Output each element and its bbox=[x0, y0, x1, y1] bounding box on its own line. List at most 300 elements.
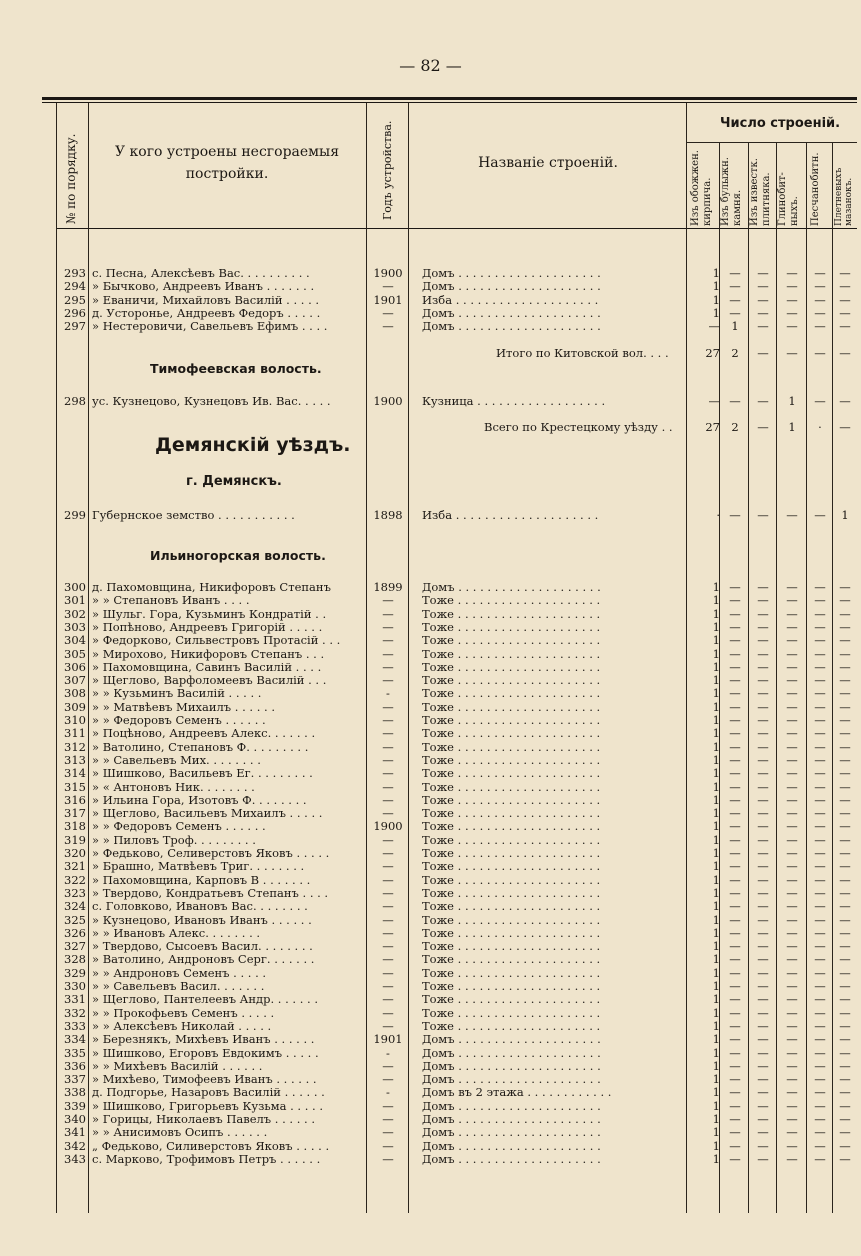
row-cell: — bbox=[757, 1125, 769, 1140]
row-cell: — bbox=[708, 394, 720, 408]
row-cell: 1 bbox=[712, 1005, 720, 1020]
row-cell: — bbox=[786, 1098, 798, 1113]
row-year: — bbox=[382, 713, 394, 727]
row-cell: — bbox=[786, 766, 798, 781]
row-cell: — bbox=[786, 266, 798, 280]
row-number: 301 bbox=[64, 593, 86, 608]
row-cell: — bbox=[839, 633, 851, 648]
row-cell: — bbox=[814, 752, 826, 767]
row-cell: 1 bbox=[712, 912, 720, 927]
row-cell: — bbox=[839, 1058, 851, 1073]
table-row bbox=[0, 294, 861, 307]
row-cell: — bbox=[839, 580, 851, 594]
row-cell: — bbox=[814, 1032, 826, 1047]
row-cell: — bbox=[757, 752, 769, 767]
row-number: 313 bbox=[64, 752, 86, 767]
row-year: — bbox=[382, 859, 394, 874]
row-cell: — bbox=[729, 699, 741, 714]
row-number: 294 bbox=[64, 279, 86, 294]
row-number: 324 bbox=[64, 899, 86, 914]
row-building: Домъ . . . . . . . . . . . . . . . . . . . . bbox=[422, 267, 601, 280]
table-row bbox=[0, 794, 861, 807]
header-col-year: Годъ устройства. bbox=[381, 120, 394, 220]
row-building: Домъ . . . . . . . . . . . . . . . . . . . . bbox=[422, 280, 601, 294]
row-cell: — bbox=[839, 939, 851, 954]
row-cell: — bbox=[729, 606, 741, 621]
row-cell: — bbox=[757, 279, 769, 294]
row-cell: — bbox=[814, 619, 826, 634]
table-row bbox=[0, 648, 861, 661]
row-cell: — bbox=[729, 646, 741, 661]
row-cell: — bbox=[814, 673, 826, 688]
row-number: 325 bbox=[64, 912, 86, 927]
row-cell: — bbox=[839, 686, 851, 701]
row-cell: — bbox=[839, 872, 851, 887]
row-owner: ус. Кузнецово, Кузнецовъ Ив. Вас. . . . . bbox=[92, 395, 331, 408]
row-cell: 1 bbox=[712, 606, 720, 621]
row-cell: — bbox=[839, 619, 851, 634]
row-building: Тоже . . . . . . . . . . . . . . . . . . . . bbox=[422, 1006, 601, 1020]
table-row bbox=[0, 860, 861, 873]
row-cell: — bbox=[757, 619, 769, 634]
row-cell: — bbox=[814, 713, 826, 727]
row-cell: — bbox=[757, 899, 769, 914]
table-row bbox=[0, 1007, 861, 1020]
row-number: 321 bbox=[64, 859, 86, 874]
total-cell: — bbox=[757, 346, 769, 360]
row-owner: » Щеглово, Варфоломеевъ Василій . . . bbox=[92, 674, 327, 688]
row-number: 304 bbox=[64, 633, 86, 648]
table-row bbox=[0, 807, 861, 820]
row-number: 303 bbox=[64, 619, 86, 634]
row-number: 323 bbox=[64, 885, 86, 900]
row-cell: — bbox=[814, 819, 826, 834]
row-cell: — bbox=[839, 305, 851, 320]
row-building: Тоже . . . . . . . . . . . . . . . . . . . . bbox=[422, 647, 601, 661]
row-cell: — bbox=[839, 1085, 851, 1100]
row-owner: » Шишково, Васильевъ Ег. . . . . . . . . bbox=[92, 767, 313, 781]
row-year: — bbox=[382, 965, 394, 980]
row-cell: — bbox=[814, 979, 826, 993]
total-cell: — bbox=[814, 346, 826, 360]
row-cell: — bbox=[757, 872, 769, 887]
table-row bbox=[0, 661, 861, 674]
row-cell: — bbox=[786, 633, 798, 648]
row-number: 307 bbox=[64, 673, 86, 688]
top-rule bbox=[42, 97, 857, 100]
table-row bbox=[0, 701, 861, 714]
row-cell: — bbox=[757, 699, 769, 714]
row-cell: — bbox=[814, 699, 826, 714]
row-owner: » » Михѣевъ Василій . . . . . . bbox=[92, 1059, 263, 1073]
row-owner: » » Федоровъ Семенъ . . . . . . bbox=[92, 820, 266, 834]
row-year: - bbox=[386, 1085, 390, 1100]
row-cell: — bbox=[729, 1032, 741, 1047]
row-cell: — bbox=[729, 846, 741, 860]
row-cell: — bbox=[757, 633, 769, 648]
row-cell: — bbox=[757, 939, 769, 954]
row-cell: 1 bbox=[712, 846, 720, 860]
row-owner: » Ильина Гора, Изотовъ Ф. . . . . . . . bbox=[92, 793, 307, 807]
row-cell: — bbox=[729, 1085, 741, 1100]
row-cell: — bbox=[839, 965, 851, 980]
row-cell: — bbox=[786, 699, 798, 714]
total-cell: 27 bbox=[705, 420, 720, 434]
row-cell: 1 bbox=[712, 1125, 720, 1140]
row-cell: — bbox=[757, 593, 769, 608]
row-cell: — bbox=[814, 686, 826, 701]
header-col-num: № по порядку. bbox=[64, 133, 78, 224]
row-cell: — bbox=[839, 292, 851, 307]
row-cell: 1 bbox=[712, 925, 720, 940]
row-year: - bbox=[386, 686, 390, 701]
row-cell: — bbox=[786, 792, 798, 807]
row-cell: — bbox=[757, 1138, 769, 1153]
row-cell: — bbox=[729, 1098, 741, 1113]
table-row bbox=[0, 887, 861, 900]
row-owner: » » Анисимовъ Осипъ . . . . . . bbox=[92, 1126, 268, 1140]
row-year: — bbox=[382, 952, 394, 967]
row-cell: — bbox=[786, 508, 798, 522]
table-row bbox=[0, 1086, 861, 1099]
row-cell: — bbox=[786, 1151, 798, 1166]
row-number: 318 bbox=[64, 819, 86, 834]
row-cell: 1 bbox=[712, 726, 720, 741]
row-cell: 1 bbox=[712, 305, 720, 320]
row-cell: — bbox=[729, 279, 741, 294]
row-cell: — bbox=[814, 779, 826, 794]
row-cell: 1 bbox=[788, 394, 796, 408]
table-row bbox=[0, 980, 861, 993]
row-cell: 1 bbox=[712, 872, 720, 887]
row-cell: — bbox=[786, 1138, 798, 1153]
row-building: Тоже . . . . . . . . . . . . . . . . . . . . bbox=[422, 966, 601, 980]
row-year: — bbox=[382, 885, 394, 900]
row-cell: — bbox=[757, 659, 769, 674]
row-cell: — bbox=[729, 266, 741, 280]
table-row bbox=[0, 608, 861, 621]
row-owner: » Кузнецово, Ивановъ Иванъ . . . . . . bbox=[92, 913, 312, 927]
row-year: — bbox=[382, 1098, 394, 1113]
row-cell: — bbox=[786, 1032, 798, 1047]
row-cell: — bbox=[757, 305, 769, 320]
table-row bbox=[0, 1140, 861, 1153]
row-owner: » » Пиловъ Троф. . . . . . . . . bbox=[92, 833, 256, 847]
header-sub-4: Глинобит- ныхъ. bbox=[777, 172, 800, 226]
header-sub-3: Изъ известк. плитняка. bbox=[749, 158, 772, 226]
row-building: Тоже . . . . . . . . . . . . . . . . . . . . bbox=[422, 993, 601, 1007]
row-number: 312 bbox=[64, 739, 86, 754]
row-owner: » Шишково, Егоровъ Евдокимъ . . . . . bbox=[92, 1046, 319, 1060]
row-year: — bbox=[382, 925, 394, 940]
row-cell: — bbox=[814, 885, 826, 900]
row-cell: 1 bbox=[712, 939, 720, 954]
row-number: 300 bbox=[64, 580, 86, 594]
row-cell: — bbox=[757, 1151, 769, 1166]
total-cell: — bbox=[839, 420, 851, 434]
row-number: 299 bbox=[64, 508, 86, 522]
row-cell: — bbox=[814, 1125, 826, 1140]
row-year: — bbox=[382, 673, 394, 688]
row-cell: — bbox=[786, 726, 798, 741]
row-year: — bbox=[382, 939, 394, 954]
row-owner: с. Головково, Ивановъ Вас. . . . . . . . bbox=[92, 900, 308, 914]
table-row bbox=[0, 1073, 861, 1086]
total-cell: 27 bbox=[705, 346, 720, 360]
page-number: — 82 — bbox=[399, 56, 462, 75]
top-rule-thin bbox=[42, 102, 857, 103]
row-cell: — bbox=[839, 1045, 851, 1060]
row-building: Тоже . . . . . . . . . . . . . . . . . . . . bbox=[422, 940, 601, 954]
row-year: 1901 bbox=[373, 292, 403, 307]
table-row bbox=[0, 767, 861, 780]
row-cell: — bbox=[839, 752, 851, 767]
row-number: 296 bbox=[64, 305, 86, 320]
row-cell: — bbox=[757, 319, 769, 334]
header-bottom-rule bbox=[56, 228, 857, 229]
row-cell: 1 bbox=[712, 885, 720, 900]
table-row bbox=[0, 320, 861, 333]
table-row bbox=[0, 820, 861, 833]
row-building: Домъ . . . . . . . . . . . . . . . . . . . . bbox=[422, 1099, 601, 1113]
row-cell: 1 bbox=[841, 508, 849, 522]
row-cell: — bbox=[814, 1058, 826, 1073]
row-building: Домъ . . . . . . . . . . . . . . . . . . . . bbox=[422, 581, 601, 594]
header-sub-2: Изъ булыжн. камня. bbox=[720, 157, 743, 226]
row-building: Тоже . . . . . . . . . . . . . . . . . . . . bbox=[422, 980, 601, 993]
row-cell: — bbox=[757, 885, 769, 900]
row-cell: — bbox=[786, 899, 798, 914]
row-number: 297 bbox=[64, 319, 86, 334]
row-cell: — bbox=[786, 819, 798, 834]
row-building: Тоже . . . . . . . . . . . . . . . . . . . . bbox=[422, 767, 601, 781]
row-owner: » Мирохово, Никифоровъ Степанъ . . . bbox=[92, 647, 325, 661]
row-cell: — bbox=[786, 319, 798, 334]
row-cell: 1 bbox=[712, 832, 720, 847]
row-cell: 1 bbox=[712, 1072, 720, 1087]
row-cell: — bbox=[757, 1112, 769, 1126]
row-cell: — bbox=[814, 1085, 826, 1100]
section-timofeevskaya: Тимофеевская волость. bbox=[150, 361, 322, 376]
row-cell: — bbox=[757, 965, 769, 980]
row-cell: — bbox=[757, 1032, 769, 1047]
row-cell: 1 bbox=[712, 580, 720, 594]
total-kitovskaya bbox=[0, 347, 861, 360]
row-building: Кузница . . . . . . . . . . . . . . . . . . bbox=[422, 395, 606, 408]
table-row bbox=[0, 927, 861, 940]
row-cell: — bbox=[839, 779, 851, 794]
row-cell: — bbox=[814, 1005, 826, 1020]
row-cell: 1 bbox=[712, 752, 720, 767]
row-cell: 1 bbox=[712, 1032, 720, 1047]
row-cell: — bbox=[757, 1085, 769, 1100]
row-cell: — bbox=[786, 279, 798, 294]
row-cell: — bbox=[814, 1045, 826, 1060]
row-cell: — bbox=[729, 899, 741, 914]
header-col-who: У кого устроены несгораемыя постройки. bbox=[114, 144, 340, 182]
total-krestetsky bbox=[0, 421, 861, 434]
row-cell: — bbox=[757, 673, 769, 688]
row-cell: — bbox=[729, 806, 741, 821]
row-year: — bbox=[382, 779, 394, 794]
row-cell: — bbox=[729, 925, 741, 940]
row-cell: — bbox=[814, 992, 826, 1007]
row-year: 1901 bbox=[373, 1032, 403, 1047]
row-number: 343 bbox=[64, 1151, 86, 1166]
row-cell: — bbox=[839, 806, 851, 821]
row-cell: — bbox=[729, 686, 741, 701]
row-number: 302 bbox=[64, 606, 86, 621]
header-sub-1: Изъ обожжен. кирпича. bbox=[690, 150, 713, 226]
row-year: — bbox=[382, 752, 394, 767]
row-owner: » » Савельевъ Мих. . . . . . . . bbox=[92, 753, 261, 767]
row-cell: — bbox=[786, 752, 798, 767]
row-cell: — bbox=[757, 508, 769, 522]
row-cell: — bbox=[729, 1112, 741, 1126]
row-cell: — bbox=[814, 766, 826, 781]
total-cell: 1 bbox=[788, 420, 796, 434]
row-number: 293 bbox=[64, 266, 86, 280]
row-owner: Губернское земство . . . . . . . . . . . bbox=[92, 509, 295, 522]
row-cell: — bbox=[786, 806, 798, 821]
row-cell: — bbox=[757, 394, 769, 408]
row-cell: — bbox=[729, 1005, 741, 1020]
total-cell: 2 bbox=[731, 346, 739, 360]
table-row bbox=[0, 1047, 861, 1060]
row-cell: — bbox=[729, 939, 741, 954]
section-ilinogorskaya: Ильиногорская волость. bbox=[150, 548, 326, 563]
row-cell: — bbox=[786, 859, 798, 874]
row-cell: — bbox=[729, 992, 741, 1007]
row-year: 1900 bbox=[373, 394, 403, 408]
row-year: — bbox=[382, 766, 394, 781]
row-number: 327 bbox=[64, 939, 86, 954]
row-number: 308 bbox=[64, 686, 86, 701]
row-cell: — bbox=[757, 832, 769, 847]
row-cell: — bbox=[786, 952, 798, 967]
row-number: 311 bbox=[64, 726, 86, 741]
row-cell: — bbox=[757, 952, 769, 967]
row-cell: — bbox=[814, 1112, 826, 1126]
table-row bbox=[0, 914, 861, 927]
row-building: Тоже . . . . . . . . . . . . . . . . . . . . bbox=[422, 620, 601, 634]
row-owner: д. Устороньe, Андреевъ Федоръ . . . . . bbox=[92, 306, 321, 320]
row-year: — bbox=[382, 792, 394, 807]
row-cell: — bbox=[786, 912, 798, 927]
row-building: Изба . . . . . . . . . . . . . . . . . . . . bbox=[422, 509, 599, 522]
row-cell: — bbox=[757, 266, 769, 280]
row-building: Тоже . . . . . . . . . . . . . . . . . . . . bbox=[422, 714, 601, 727]
row-owner: » Попѣново, Андреевъ Григорій . . . . . bbox=[92, 620, 323, 634]
table-row bbox=[0, 581, 861, 594]
row-cell: — bbox=[786, 580, 798, 594]
row-cell: — bbox=[814, 806, 826, 821]
header-sub-6: Плетневыхъ мазанокъ. bbox=[834, 167, 854, 226]
row-building: Домъ . . . . . . . . . . . . . . . . . . . . bbox=[422, 1152, 601, 1166]
row-cell: 1 bbox=[712, 792, 720, 807]
row-cell: — bbox=[839, 606, 851, 621]
row-cell: — bbox=[839, 726, 851, 741]
row-owner: » Бычково, Андреевъ Иванъ . . . . . . . bbox=[92, 280, 315, 294]
row-building: Тоже . . . . . . . . . . . . . . . . . . . . bbox=[422, 913, 601, 927]
table-row bbox=[0, 280, 861, 293]
row-number: 317 bbox=[64, 806, 86, 821]
row-cell: 1 bbox=[712, 713, 720, 727]
row-cell: — bbox=[814, 394, 826, 408]
row-year: — bbox=[382, 899, 394, 914]
row-cell: — bbox=[839, 699, 851, 714]
row-cell: — bbox=[729, 593, 741, 608]
table-row bbox=[0, 621, 861, 634]
row-owner: » » Федоровъ Семенъ . . . . . . bbox=[92, 714, 266, 727]
row-number: 334 bbox=[64, 1032, 86, 1047]
row-cell: — bbox=[786, 979, 798, 993]
row-cell: — bbox=[839, 979, 851, 993]
row-cell: — bbox=[757, 859, 769, 874]
row-cell: — bbox=[729, 779, 741, 794]
total-cell: 2 bbox=[731, 420, 739, 434]
row-cell: · bbox=[716, 508, 720, 522]
row-owner: » Ватолино, Андроновъ Серг. . . . . . . bbox=[92, 953, 315, 967]
row-owner: » Пахомовщина, Савинъ Василій . . . . bbox=[92, 660, 322, 674]
row-owner: » Поцѣново, Андреевъ Алекс. . . . . . . bbox=[92, 727, 316, 741]
row-cell: — bbox=[814, 1151, 826, 1166]
row-cell: — bbox=[839, 1018, 851, 1033]
row-cell: — bbox=[757, 580, 769, 594]
row-cell: — bbox=[786, 606, 798, 621]
row-number: 330 bbox=[64, 979, 86, 993]
row-year: — bbox=[382, 1072, 394, 1087]
row-cell: — bbox=[839, 646, 851, 661]
row-cell: — bbox=[839, 394, 851, 408]
table-row bbox=[0, 834, 861, 847]
row-year: — bbox=[382, 1018, 394, 1033]
row-owner: с. Песна, Алексѣевъ Вас. . . . . . . . . . bbox=[92, 267, 310, 280]
row-cell: — bbox=[814, 792, 826, 807]
row-cell: — bbox=[814, 965, 826, 980]
row-year: — bbox=[382, 699, 394, 714]
total-cell: — bbox=[786, 346, 798, 360]
table-row bbox=[0, 727, 861, 740]
row-cell: — bbox=[729, 580, 741, 594]
row-year: — bbox=[382, 872, 394, 887]
row-cell: 1 bbox=[712, 992, 720, 1007]
row-number: 341 bbox=[64, 1125, 86, 1140]
table-row bbox=[0, 714, 861, 727]
row-cell: — bbox=[729, 619, 741, 634]
row-cell: — bbox=[814, 580, 826, 594]
row-cell: — bbox=[729, 912, 741, 927]
table-row bbox=[0, 1153, 861, 1166]
row-building: Тоже . . . . . . . . . . . . . . . . . . . . bbox=[422, 753, 601, 767]
row-building: Домъ . . . . . . . . . . . . . . . . . . . . bbox=[422, 320, 601, 334]
row-cell: — bbox=[786, 619, 798, 634]
row-cell: 1 bbox=[712, 1018, 720, 1033]
row-cell: — bbox=[786, 1072, 798, 1087]
row-year: — bbox=[382, 832, 394, 847]
row-cell: — bbox=[814, 292, 826, 307]
row-year: — bbox=[382, 1138, 394, 1153]
row-owner: » » Степановъ Иванъ . . . . bbox=[92, 594, 250, 608]
row-year: — bbox=[382, 1005, 394, 1020]
row-cell: — bbox=[839, 659, 851, 674]
row-number: 339 bbox=[64, 1098, 86, 1113]
row-owner: » Твердово, Сысоевъ Васил. . . . . . . . bbox=[92, 940, 313, 954]
row-year: 1900 bbox=[373, 266, 403, 280]
row-cell: — bbox=[757, 739, 769, 754]
row-cell: 1 bbox=[712, 766, 720, 781]
table-row bbox=[0, 1126, 861, 1139]
